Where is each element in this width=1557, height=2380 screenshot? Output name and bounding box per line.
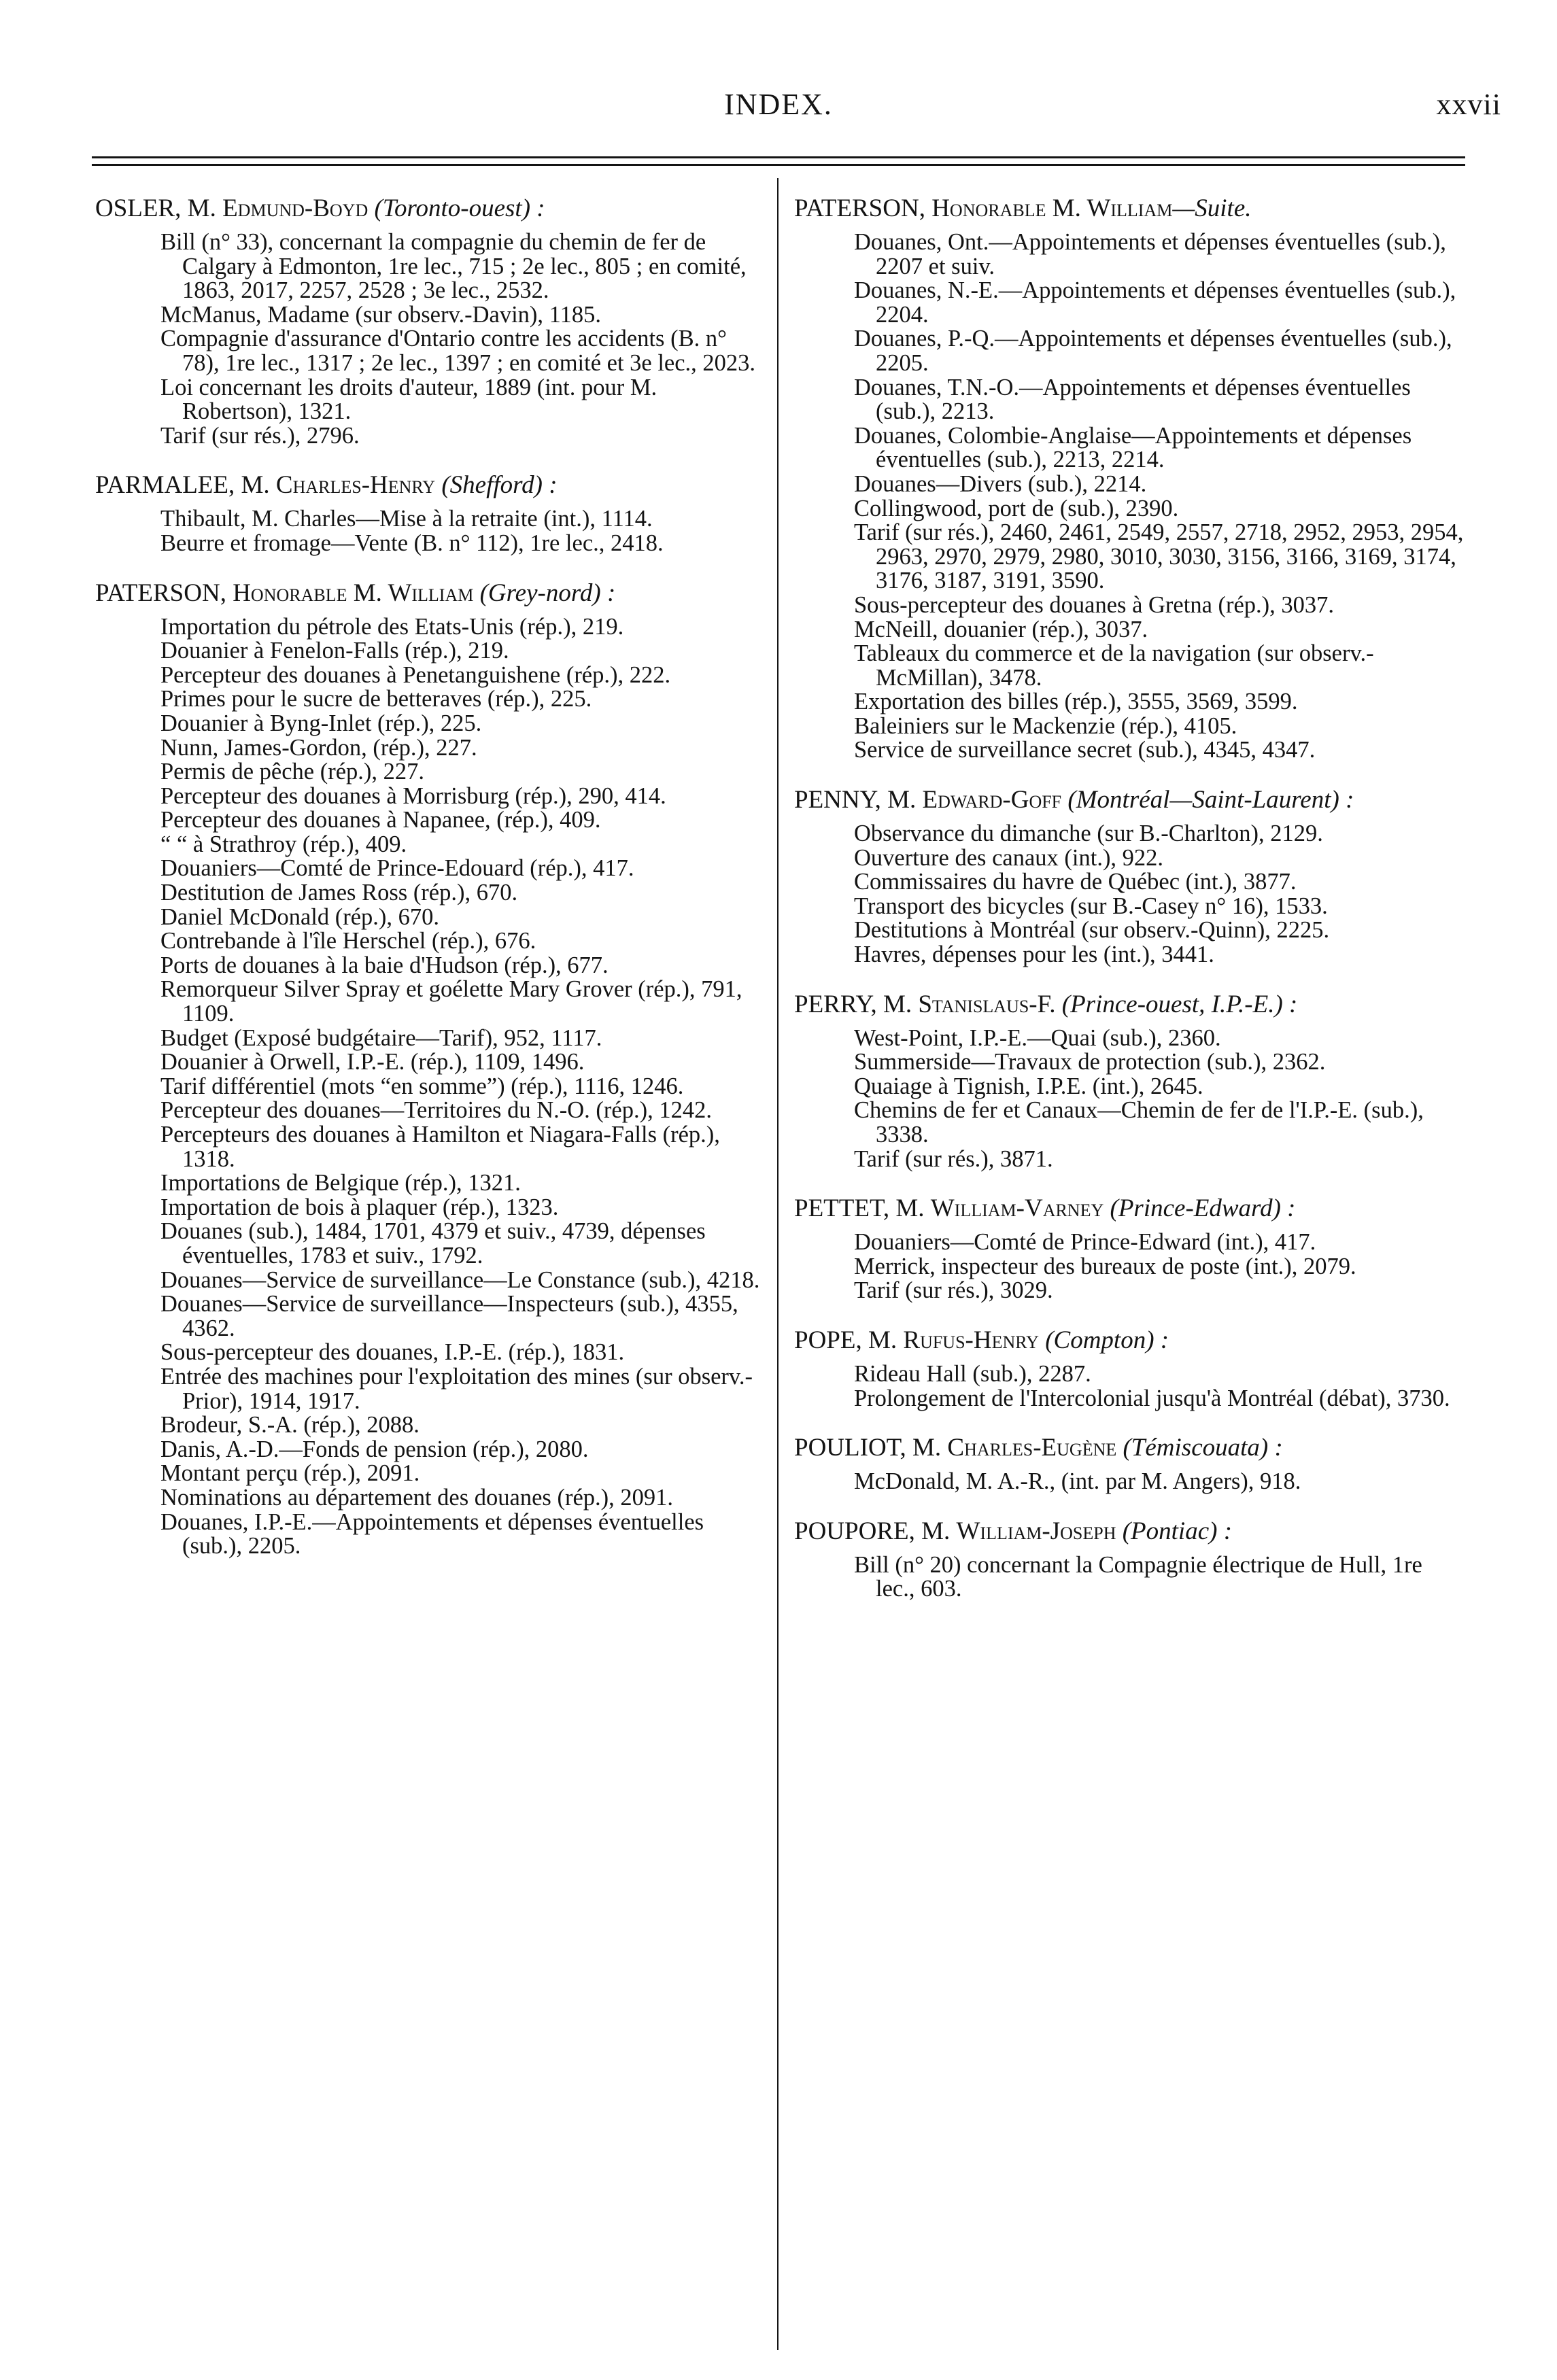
index-entry-pettet xyxy=(794,1194,1464,1303)
index-item: Douanes, N.-E.—Appointements et dépenses éventuelles (sub.), 2204. xyxy=(854,277,1456,328)
index-item: Sous-percepteur des douanes, I.P.-E. (rép.), 1831. xyxy=(160,1339,625,1366)
index-item: Entrée des machines pour l'exploitation des mines (sur observ.-Prior), 1914, 1917. xyxy=(160,1363,753,1414)
index-item: Collingwood, port de (sub.), 2390. xyxy=(854,495,1179,521)
index-item: Quaiage à Tignish, I.P.E. (int.), 2645. xyxy=(854,1073,1203,1099)
index-item: Brodeur, S.-A. (rép.), 2088. xyxy=(160,1412,420,1438)
index-item: Tableaux du commerce et de la navigation (sur observ.-McMillan), 3478. xyxy=(854,640,1374,691)
index-item: Douanes, I.P.-E.—Appointements et dépenses éventuelles (sub.), 2205. xyxy=(160,1508,704,1559)
member-given-names: William-Varney xyxy=(930,1194,1104,1223)
index-item: Nominations au département des douanes (rép.), 2091. xyxy=(160,1484,673,1511)
index-item: Douanes, Colombie-Anglaise—Appointements et dépenses éventuelles (sub.), 2213, 2214. xyxy=(854,422,1412,473)
index-entry-osler xyxy=(95,194,765,448)
index-item: Percepteur des douanes—Territoires du N.-O. (rép.), 1242. xyxy=(160,1097,712,1124)
index-item: Tarif (sur rés.), 3029. xyxy=(854,1277,1053,1304)
index-entry-pope xyxy=(794,1326,1464,1411)
page-title: INDEX. xyxy=(724,88,833,121)
index-item: Remorqueur Silver Spray et goélette Mary Grover (rép.), 791, 1109. xyxy=(160,976,742,1027)
member-name: PARMALEE, M. xyxy=(95,471,270,500)
index-item: Ouverture des canaux (int.), 922. xyxy=(854,844,1164,871)
index-item: Percepteurs des douanes à Hamilton et Niagara-Falls (rép.), 1318. xyxy=(160,1122,720,1172)
entry-heading xyxy=(95,579,765,607)
header-rule-top xyxy=(92,156,1465,158)
entry-heading xyxy=(794,194,1464,222)
entry-heading xyxy=(794,1194,1464,1222)
member-name: PENNY, M. xyxy=(794,786,917,814)
member-given-names: Charles-Henry xyxy=(275,471,436,500)
index-item: Douaniers—Comté de Prince-Edouard (rép.), 417. xyxy=(160,855,634,882)
index-item: Tarif différentiel (mots “en somme”) (rép.), 1116, 1246. xyxy=(160,1073,684,1099)
index-entry-pouliot xyxy=(794,1434,1464,1494)
index-item: Sous-percepteur des douanes à Gretna (rép.), 3037. xyxy=(854,591,1335,618)
entry-heading xyxy=(794,786,1464,814)
member-riding: (Compton) : xyxy=(1045,1326,1169,1354)
member-riding: (Montréal—Saint-Laurent) : xyxy=(1067,786,1354,814)
index-item: Baleiniers sur le Mackenzie (rép.), 4105. xyxy=(854,712,1237,739)
member-riding: (Témiscouata) : xyxy=(1123,1434,1283,1462)
member-given-names: Edmund-Boyd xyxy=(222,194,369,222)
index-item: McManus, Madame (sur observ.-Davin), 1185. xyxy=(160,301,602,328)
entry-heading xyxy=(794,1517,1464,1545)
index-entry-parmalee xyxy=(95,471,765,555)
entry-heading xyxy=(794,1326,1464,1354)
member-name: PETTET, M. xyxy=(794,1194,925,1223)
index-item: Loi concernant les droits d'auteur, 1889 (int. pour M. Robertson), 1321. xyxy=(160,374,657,425)
index-item: Merrick, inspecteur des bureaux de poste (int.), 2079. xyxy=(854,1253,1356,1279)
index-item: Danis, A.-D.—Fonds de pension (rép.), 2080. xyxy=(160,1436,589,1462)
index-item: Montant perçu (rép.), 2091. xyxy=(160,1460,420,1487)
member-name: POPE, M. xyxy=(794,1326,897,1354)
index-item: Percepteur des douanes à Morrisburg (rép.), 290, 414. xyxy=(160,782,666,809)
index-item: Chemins de fer et Canaux—Chemin de fer de l'I.P.-E. (sub.), 3338. xyxy=(854,1097,1424,1148)
index-item: Douanier à Byng-Inlet (rép.), 225. xyxy=(160,710,482,736)
index-item: Douaniers—Comté de Prince-Edward (int.), 417. xyxy=(854,1229,1316,1256)
member-name: POULIOT, M. xyxy=(794,1434,942,1462)
index-item: Importation de bois à plaquer (rép.), 1323. xyxy=(160,1194,559,1220)
index-item: Contrebande à l'île Herschel (rép.), 676. xyxy=(160,928,536,954)
index-item: Tarif (sur rés.), 2796. xyxy=(160,422,360,449)
index-item: Summerside—Travaux de protection (sub.), 2362. xyxy=(854,1049,1326,1075)
member-given-names: William-Joseph xyxy=(956,1517,1116,1545)
member-given-names: Stanislaus-F. xyxy=(918,990,1056,1018)
index-item: Destitutions à Montréal (sur observ.-Quinn), 2225. xyxy=(854,917,1330,944)
index-item: Percepteur des douanes à Penetanguishene (rép.), 222. xyxy=(160,661,671,688)
member-name: POUPORE, M. xyxy=(794,1517,951,1545)
left-column xyxy=(95,194,765,1582)
index-item: Observance du dimanche (sur B.-Charlton), 2129. xyxy=(854,821,1323,847)
index-item: Douanes, Ont.—Appointements et dépenses éventuelles (sub.), 2207 et suiv. xyxy=(854,229,1446,279)
member-riding: (Grey-nord) : xyxy=(479,579,616,607)
member-given-names: Rufus-Henry xyxy=(903,1326,1039,1354)
member-riding: (Prince-ouest, I.P.-E.) : xyxy=(1061,990,1298,1018)
index-item: Destitution de James Ross (rép.), 670. xyxy=(160,880,518,906)
index-item: Commissaires du havre de Québec (int.), 3877. xyxy=(854,869,1297,895)
member-riding: (Toronto-ouest) : xyxy=(374,194,545,222)
index-item: Transport des bicycles (sur B.-Casey n° 16), 1533. xyxy=(854,893,1328,919)
right-column xyxy=(794,194,1464,1625)
index-item: McNeill, douanier (rép.), 3037. xyxy=(854,616,1148,642)
index-entry-perry xyxy=(794,990,1464,1172)
index-item: Tarif (sur rés.), 3871. xyxy=(854,1145,1053,1172)
index-item: Douanes, P.-Q.—Appointements et dépenses éventuelles (sub.), 2205. xyxy=(854,326,1452,376)
index-item: Service de surveillance secret (sub.), 4345, 4347. xyxy=(854,737,1316,763)
index-item: Beurre et fromage—Vente (B. n° 112), 1re lec., 2418. xyxy=(160,530,664,556)
index-item: Douanier à Orwell, I.P.-E. (rép.), 1109, 1496. xyxy=(160,1049,585,1075)
index-item: Havres, dépenses pour les (int.), 3441. xyxy=(854,942,1214,968)
member-riding: (Pontiac) : xyxy=(1122,1517,1233,1545)
member-riding: (Shefford) : xyxy=(441,471,558,500)
index-item: Ports de douanes à la baie d'Hudson (rép.), 677. xyxy=(160,952,609,978)
index-item: Importations de Belgique (rép.), 1321. xyxy=(160,1170,521,1196)
index-item: Bill (n° 20) concernant la Compagnie électrique de Hull, 1re lec., 603. xyxy=(854,1551,1422,1602)
index-item: Rideau Hall (sub.), 2287. xyxy=(854,1360,1091,1387)
index-item: McDonald, M. A.-R., (int. par M. Angers), 918. xyxy=(854,1468,1301,1495)
index-item: Prolongement de l'Intercolonial jusqu'à Montréal (débat), 3730. xyxy=(854,1385,1450,1411)
index-entry-poupore xyxy=(794,1517,1464,1602)
index-item: Percepteur des douanes à Napanee, (rép.), 409. xyxy=(160,807,601,833)
index-item: Douanes, T.N.-O.—Appointements et dépenses éventuelles (sub.), 2213. xyxy=(854,374,1411,425)
index-item: Bill (n° 33), concernant la compagnie du chemin de fer de Calgary à Edmonton, 1re lec., 715 ; 2e lec., 805 ; en comité, 1863, 2017, 2257, 2528 ; 3e lec., 2532. xyxy=(160,229,747,304)
index-entry-penny xyxy=(794,786,1464,967)
entry-heading xyxy=(794,990,1464,1018)
member-name: PERRY, M. xyxy=(794,990,912,1018)
index-item: Douanes (sub.), 1484, 1701, 4379 et suiv., 4739, dépenses éventuelles, 1783 et suiv., 1792. xyxy=(160,1218,706,1269)
page-header xyxy=(0,87,1557,135)
member-given-names: Honorable M. William xyxy=(233,579,474,607)
entry-heading xyxy=(794,1434,1464,1462)
index-entry-paterson xyxy=(95,579,765,1559)
member-riding: (Prince-Edward) : xyxy=(1110,1194,1296,1223)
member-given-names: Honorable M. William xyxy=(931,194,1173,222)
index-item: Nunn, James-Gordon, (rép.), 227. xyxy=(160,734,477,761)
member-name: PATERSON, xyxy=(794,194,925,222)
entry-heading xyxy=(95,194,765,222)
index-item: West-Point, I.P.-E.—Quai (sub.), 2360. xyxy=(854,1024,1221,1051)
index-item: Daniel McDonald (rép.), 670. xyxy=(160,903,440,930)
index-item: Permis de pêche (rép.), 227. xyxy=(160,759,424,785)
member-given-names: Charles-Eugène xyxy=(947,1434,1117,1462)
index-item: Douanier à Fenelon-Falls (rép.), 219. xyxy=(160,638,509,664)
page-number: xxvii xyxy=(1436,88,1501,121)
member-given-names: Edward-Goff xyxy=(922,786,1062,814)
index-item: Exportation des billes (rép.), 3555, 3569, 3599. xyxy=(854,689,1298,715)
index-item: Douanes—Divers (sub.), 2214. xyxy=(854,470,1147,497)
index-item: Importation du pétrole des Etats-Unis (rép.), 219. xyxy=(160,613,624,640)
column-divider xyxy=(777,178,778,2350)
index-item: Douanes—Service de surveillance—Inspecteurs (sub.), 4355, 4362. xyxy=(160,1291,738,1341)
index-item: “ “ à Strathroy (rép.), 409. xyxy=(160,831,407,857)
member-name: OSLER, M. xyxy=(95,194,216,222)
index-item: Tarif (sur rés.), 2460, 2461, 2549, 2557, 2718, 2952, 2953, 2954, 2963, 2970, 2979, 2980, 3010, 3030, 3156, 3166, 3169, 3174, 3176, 3187, 3191, 3590. xyxy=(854,519,1464,594)
header-rule-bottom xyxy=(92,164,1465,166)
member-riding: —Suite. xyxy=(1172,194,1252,222)
index-item: Budget (Exposé budgétaire—Tarif), 952, 1117. xyxy=(160,1024,602,1051)
index-item: Primes pour le sucre de betteraves (rép.), 225. xyxy=(160,686,592,712)
member-name: PATERSON, xyxy=(95,579,226,607)
index-item: Compagnie d'assurance d'Ontario contre les accidents (B. n° 78), 1re lec., 1317 ; 2e lec., 1397 ; en comité et 3e lec., 2023. xyxy=(160,326,756,376)
index-item: Douanes—Service de surveillance—Le Constance (sub.), 4218. xyxy=(160,1266,760,1293)
index-item: Thibault, M. Charles—Mise à la retraite (int.), 1114. xyxy=(160,506,653,532)
index-entry-paterson-suite xyxy=(794,194,1464,763)
entry-heading xyxy=(95,471,765,499)
